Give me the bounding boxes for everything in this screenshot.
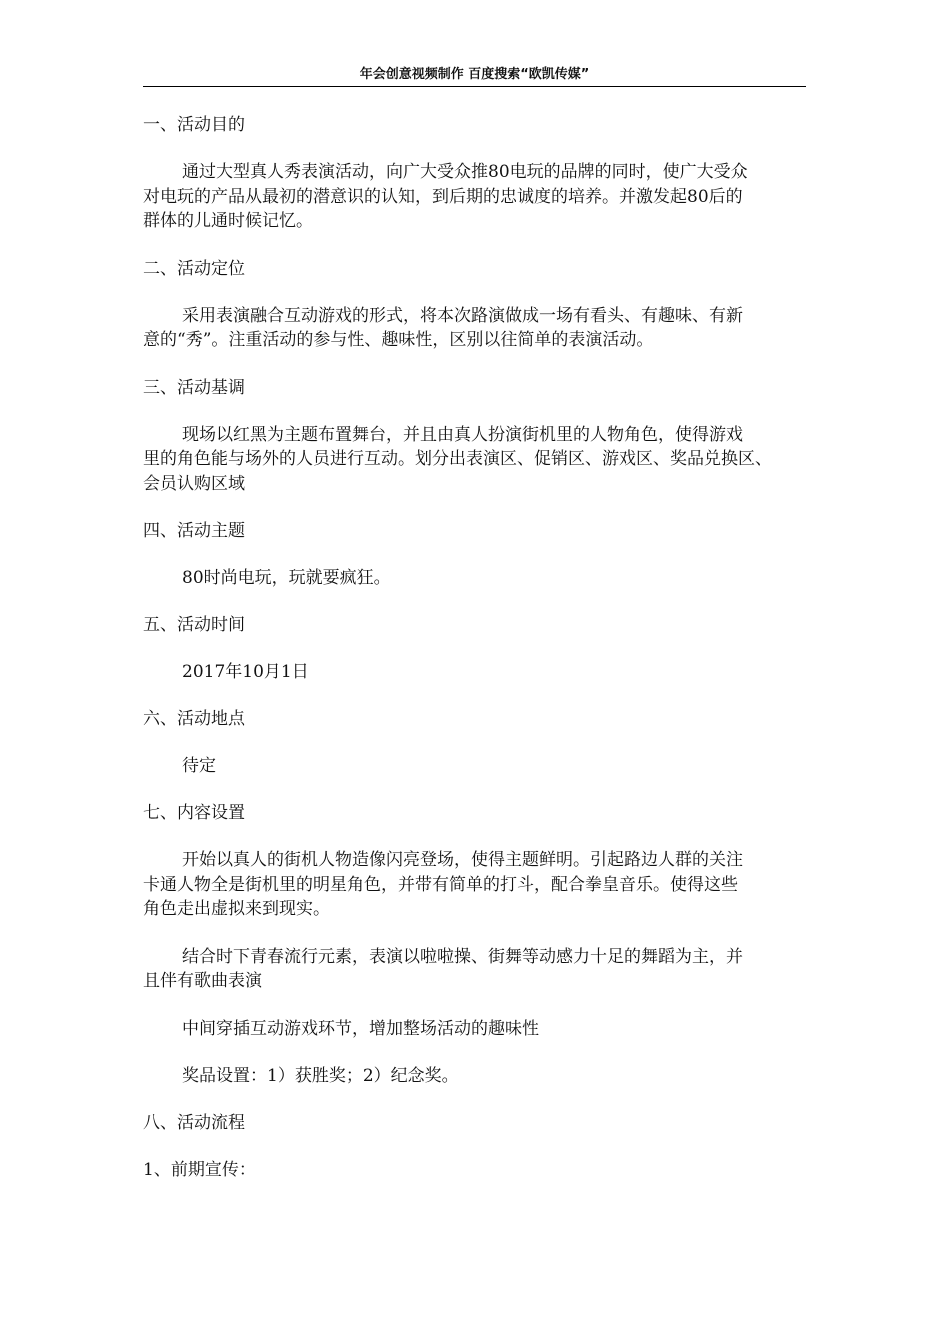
paragraph-positioning (143, 304, 815, 353)
section-heading-time: 五、活动时间 (143, 615, 245, 635)
header-divider (143, 86, 806, 87)
page-header: 年会创意视频制作 百度搜索“欧凯传媒” (359, 67, 590, 82)
section-heading-location: 六、活动地点 (143, 709, 245, 729)
theme-text: 80时尚电玩，玩就要疯狂。 (182, 568, 391, 588)
paragraph-tone (143, 423, 815, 497)
text-line: 开始以真人的街机人物造像闪亮登场，使得主题鲜明。引起路边人群的关注 (182, 850, 743, 870)
section-heading-content: 七、内容设置 (143, 803, 245, 823)
text-line: 会员认购区域 (143, 473, 245, 494)
paragraph-content-opening (143, 848, 815, 922)
paragraph-purpose (143, 160, 815, 234)
text-line: 采用表演融合互动游戏的形式，将本次路演做成一场有看头、有趣味、有新 (182, 305, 743, 326)
text-line: 群体的儿通时候记忆。 (143, 211, 313, 231)
document-body (143, 113, 815, 1205)
text-line: 角色走出虚拟来到现实。 (143, 899, 330, 919)
text-line: 里的角色能与场外的人员进行互动。划分出表演区、促销区、游戏区、奖品兑换区、 (143, 449, 772, 469)
text-line: 现场以红黑为主题布置舞台，并且由真人扮演街机里的人物角色，使得游戏 (182, 424, 743, 445)
section-heading-positioning: 二、活动定位 (143, 258, 245, 279)
content-games-text: 中间穿插互动游戏环节，增加整场活动的趣味性 (182, 1018, 539, 1039)
paragraph-content-performance (143, 945, 815, 994)
content-prizes-text: 奖品设置：1）获胜奖；2）纪念奖。 (182, 1065, 459, 1086)
section-heading-tone: 三、活动基调 (143, 377, 245, 398)
text-line: 意的“秀”。注重活动的参与性、趣味性，区别以往简单的表演活动。 (143, 330, 654, 350)
section-heading-theme: 四、活动主题 (143, 521, 245, 541)
text-line: 结合时下青春流行元素，表演以啦啦操、街舞等动感力十足的舞蹈为主，并 (182, 946, 743, 967)
text-line: 对电玩的产品从最初的潜意识的认知，到后期的忠诚度的培养。并激发起80后的 (143, 186, 743, 207)
text-line: 卡通人物全是街机里的明星角色，并带有简单的打斗，配合拳皇音乐。使得这些 (143, 874, 738, 895)
time-text: 2017年10月1日 (182, 662, 309, 682)
section-heading-process: 八、活动流程 (143, 1112, 245, 1133)
text-line: 且伴有歌曲表演 (143, 971, 262, 991)
location-text: 待定 (182, 756, 216, 776)
subheading-promotion: 1、前期宣传： (143, 1159, 256, 1180)
section-heading-purpose: 一、活动目的 (143, 115, 245, 135)
text-line: 通过大型真人秀表演活动，向广大受众推80电玩的品牌的同时，使广大受众 (182, 162, 748, 182)
